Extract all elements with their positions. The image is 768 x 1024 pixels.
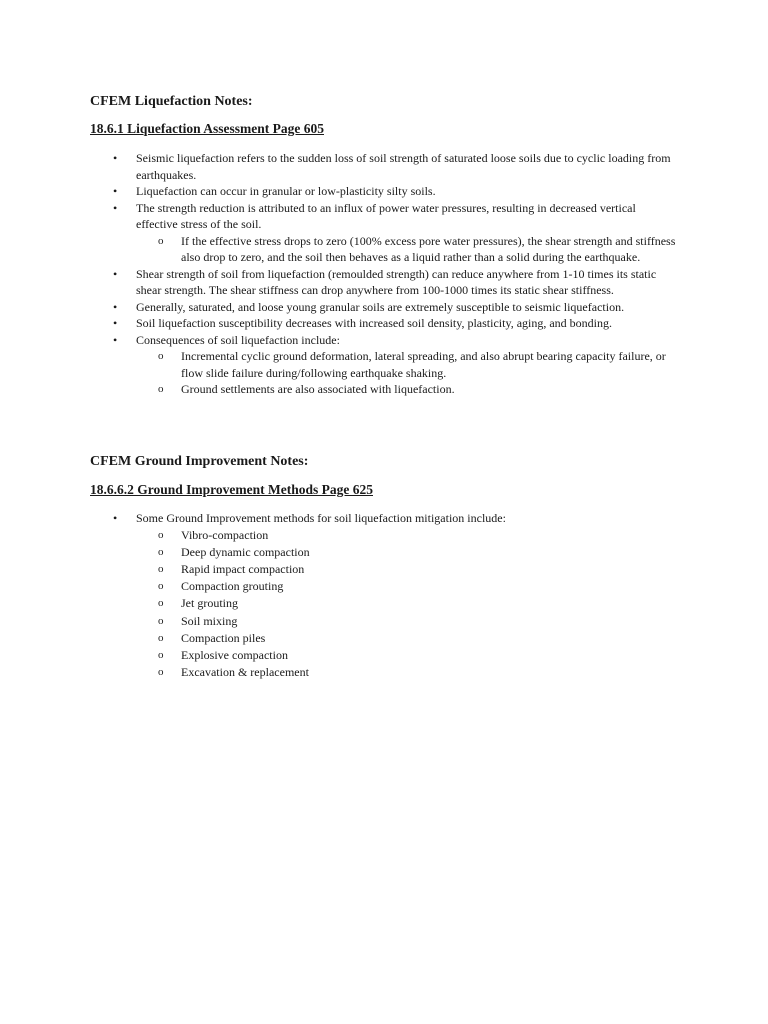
sub-list-item: [136, 527, 676, 544]
circle-bullet-icon: o: [158, 545, 164, 558]
list-item: [0, 299, 676, 316]
circle-bullet-icon: o: [158, 614, 164, 627]
circle-bullet-icon: o: [158, 350, 164, 362]
list-item-text: Shear strength of soil from liquefaction (remoulded strength) can reduce anywhere from 1-10 times its static shear strength. The shear stiffness can drop anywhere from 100-1000 times its static shear stiffness.: [136, 266, 657, 297]
ground-improvement-subheading: 18.6.6.2 Ground Improvement Methods Page 625: [90, 482, 373, 497]
sub-list-item-text: Compaction piles: [181, 630, 266, 645]
sub-list-item-text: Rapid impact compaction: [181, 561, 305, 576]
sub-list-item-text: Jet grouting: [181, 596, 238, 611]
circle-bullet-icon: o: [158, 580, 164, 593]
sub-list-item-text: If the effective stress drops to zero (100% excess pore water pressures), the shear strength and stiffness also drop to zero, and the soil then behaves as a liquid rather than a solid during the earthquake.: [181, 233, 676, 264]
sub-list: [136, 527, 676, 682]
ground-improvement-title: CFEM Ground Improvement Notes:: [90, 454, 309, 469]
bullet-icon: •: [113, 511, 118, 525]
circle-bullet-icon: o: [158, 234, 164, 247]
list-item-text: Soil liquefaction susceptibility decreases with increased soil density, plasticity, aging, and bonding.: [136, 316, 613, 330]
sub-list-item: [136, 561, 676, 578]
sub-list-item: [136, 578, 676, 595]
sub-list-item: [136, 664, 676, 681]
bullet-icon: •: [113, 184, 118, 198]
list-item-text: Liquefaction can occur in granular or low-plasticity silty soils.: [136, 184, 436, 198]
sub-list-item-text: Incremental cyclic ground deformation, lateral spreading, and also abrupt bearing capacity failure, or flow slide failure during/following earthquake shaking.: [181, 349, 666, 380]
sub-list-item-text: Deep dynamic compaction: [181, 544, 310, 559]
sub-list-item-text: Compaction grouting: [181, 579, 284, 594]
liquefaction-title: CFEM Liquefaction Notes:: [90, 94, 253, 109]
circle-bullet-icon: o: [158, 597, 164, 610]
circle-bullet-icon: o: [158, 383, 164, 395]
ground-improvement-bullet-list: [0, 510, 700, 681]
sub-list-item: [136, 381, 676, 398]
sub-list-item: [136, 233, 676, 266]
sub-list-item-text: Ground settlements are also associated with liquefaction.: [181, 382, 455, 396]
bullet-icon: •: [113, 151, 118, 165]
list-item-text: Some Ground Improvement methods for soil liquefaction mitigation include:: [136, 511, 506, 525]
list-item-text: Consequences of soil liquefaction include:: [136, 332, 340, 347]
list-item-text: The strength reduction is attributed to an influx of power water pressures, resulting in decreased vertical effective stress of the soil.: [136, 200, 636, 231]
list-item: [0, 200, 676, 266]
list-item: [0, 332, 676, 398]
bullet-icon: •: [113, 299, 118, 314]
list-item: [0, 150, 676, 183]
sub-list-item-text: Soil mixing: [181, 613, 238, 628]
sub-list: [136, 348, 676, 398]
list-item: [0, 315, 676, 332]
bullet-icon: •: [113, 316, 118, 330]
sub-list-item-text: Explosive compaction: [181, 647, 288, 662]
sub-list-item: [136, 613, 676, 630]
sub-list-item-text: Excavation & replacement: [181, 665, 309, 680]
bullet-icon: •: [113, 266, 118, 281]
sub-list-item: [136, 647, 676, 664]
circle-bullet-icon: o: [158, 666, 164, 679]
circle-bullet-icon: o: [158, 528, 164, 541]
circle-bullet-icon: o: [158, 562, 164, 575]
list-item: [0, 183, 676, 200]
liquefaction-subheading: 18.6.1 Liquefaction Assessment Page 605: [90, 121, 324, 136]
sub-list-item: [136, 595, 676, 612]
bullet-icon: •: [113, 332, 118, 347]
list-item: [0, 510, 676, 681]
sub-list-item: [136, 348, 676, 381]
liquefaction-bullet-list: [0, 150, 700, 398]
sub-list-item-text: Vibro-compaction: [181, 527, 269, 542]
list-item: [0, 266, 676, 299]
list-item-text: Seismic liquefaction refers to the sudden loss of soil strength of saturated loose soils due to cyclic loading from earthquakes.: [136, 151, 671, 182]
sub-list-item: [136, 544, 676, 561]
list-item-text: Generally, saturated, and loose young granular soils are extremely susceptible to seismic liquefaction.: [136, 299, 625, 314]
sub-list: [136, 233, 676, 266]
sub-list-item: [136, 630, 676, 647]
circle-bullet-icon: o: [158, 631, 164, 644]
circle-bullet-icon: o: [158, 648, 164, 661]
bullet-icon: •: [113, 200, 118, 215]
